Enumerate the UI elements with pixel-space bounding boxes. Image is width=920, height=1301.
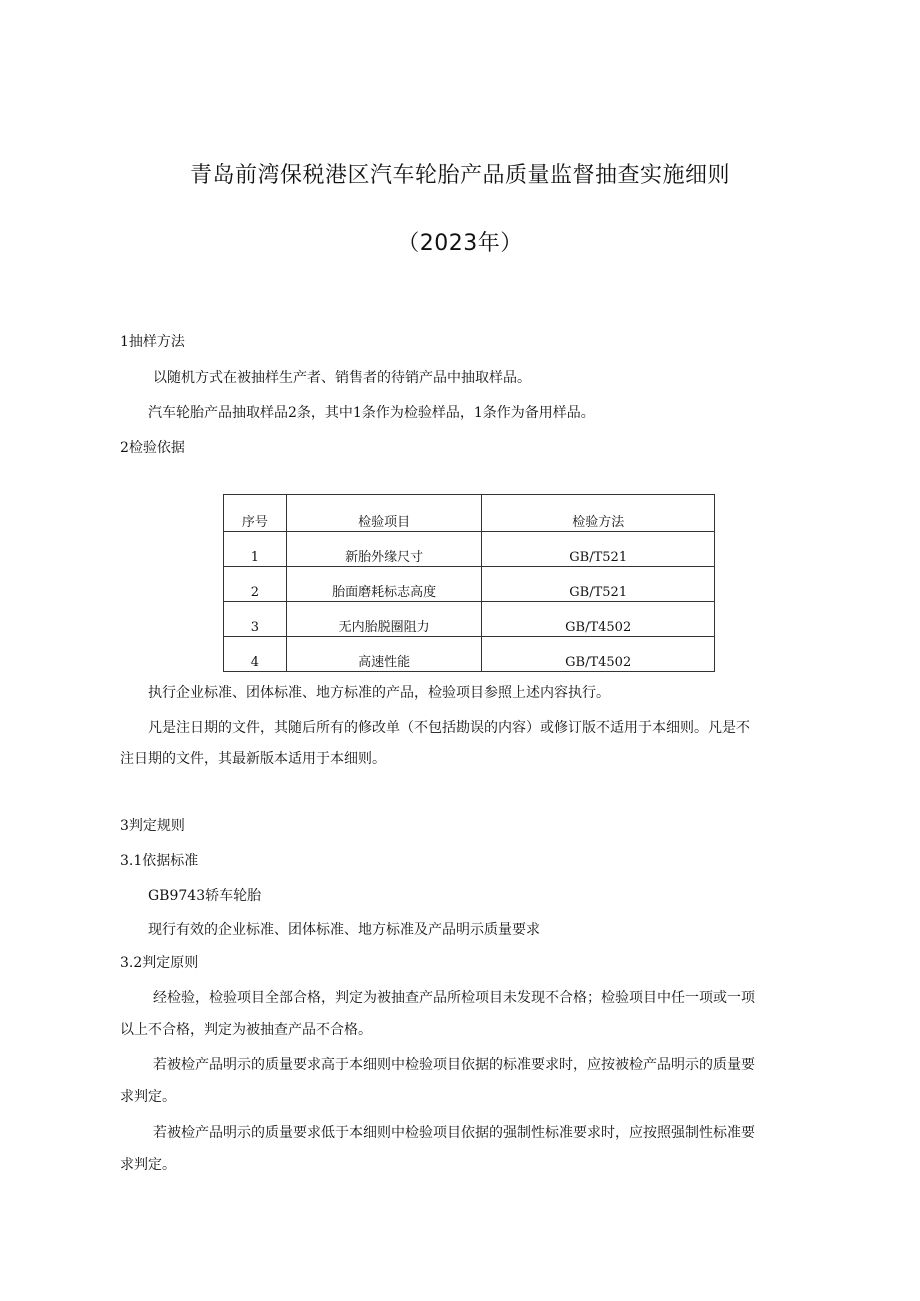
row-inspection-item: 高速性能 [286, 637, 482, 672]
judgement-para2-line1: 若被检产品明示的质量要求高于本细则中检验项目依据的标准要求时，应按被检产品明示的质量要 [153, 1057, 755, 1073]
row-inspection-method: GB/T4502 [482, 637, 715, 672]
document-title: 青岛前湾保税港区汽车轮胎产品质量监督抽查实施细则 [189, 163, 730, 188]
header-inspection-item: 检验项目 [286, 495, 482, 532]
row-serial-no: 3 [224, 602, 287, 637]
row-serial-no: 2 [224, 567, 287, 602]
table-row [224, 567, 715, 602]
dated-reference-note-line1: 凡是注日期的文件，其随后所有的修改单（不包括勘误的内容）或修订版不适用于本细则。凡是不 [148, 720, 750, 736]
judgement-para1-line1: 经检验，检验项目全部合格，判定为被抽查产品所检项目未发现不合格；检验项目中任一项或一项 [153, 990, 755, 1006]
section-3-2-heading: 3.2判定原则 [120, 955, 199, 971]
enterprise-standard-note: 执行企业标准、团体标准、地方标准的产品，检验项目参照上述内容执行。 [148, 685, 610, 701]
inspection-items-table [223, 494, 715, 672]
table-row [224, 602, 715, 637]
table-row [224, 637, 715, 672]
judgement-para1-line2: 以上不合格，判定为被抽查产品不合格。 [120, 1022, 372, 1038]
sample-quantity-paragraph: 汽车轮胎产品抽取样品2条，其中1条作为检验样品，1条作为备用样品。 [148, 405, 595, 421]
document-year: （2023年） [397, 231, 523, 256]
row-inspection-method: GB/T521 [482, 567, 715, 602]
table-header-row [224, 495, 715, 532]
judgement-para3-line1: 若被检产品明示的质量要求低于本细则中检验项目依据的强制性标准要求时，应按照强制性标准要 [153, 1125, 755, 1141]
row-serial-no: 1 [224, 532, 287, 567]
row-inspection-method: GB/T521 [482, 532, 715, 567]
header-serial-no: 序号 [224, 495, 287, 532]
judgement-para3-line2: 求判定。 [120, 1157, 176, 1173]
header-inspection-method: 检验方法 [482, 495, 715, 532]
row-inspection-item: 无内胎脱圈阻力 [286, 602, 482, 637]
section-3-1-heading: 3.1依据标准 [120, 853, 199, 869]
row-serial-no: 4 [224, 637, 287, 672]
judgement-para2-line2: 求判定。 [120, 1089, 176, 1105]
row-inspection-item: 新胎外缘尺寸 [286, 532, 482, 567]
standard-gb9743: GB9743轿车轮胎 [148, 888, 262, 904]
table-row [224, 532, 715, 567]
row-inspection-method: GB/T4502 [482, 602, 715, 637]
sampling-method-paragraph: 以随机方式在被抽样生产者、销售者的待销产品中抽取样品。 [153, 370, 531, 386]
section-1-heading: 1抽样方法 [120, 334, 185, 350]
section-2-heading: 2检验依据 [120, 440, 185, 456]
row-inspection-item: 胎面磨耗标志高度 [286, 567, 482, 602]
dated-reference-note-line2: 注日期的文件，其最新版本适用于本细则。 [120, 751, 386, 767]
section-3-heading: 3判定规则 [120, 818, 185, 834]
standard-other: 现行有效的企业标准、团体标准、地方标准及产品明示质量要求 [148, 922, 540, 938]
